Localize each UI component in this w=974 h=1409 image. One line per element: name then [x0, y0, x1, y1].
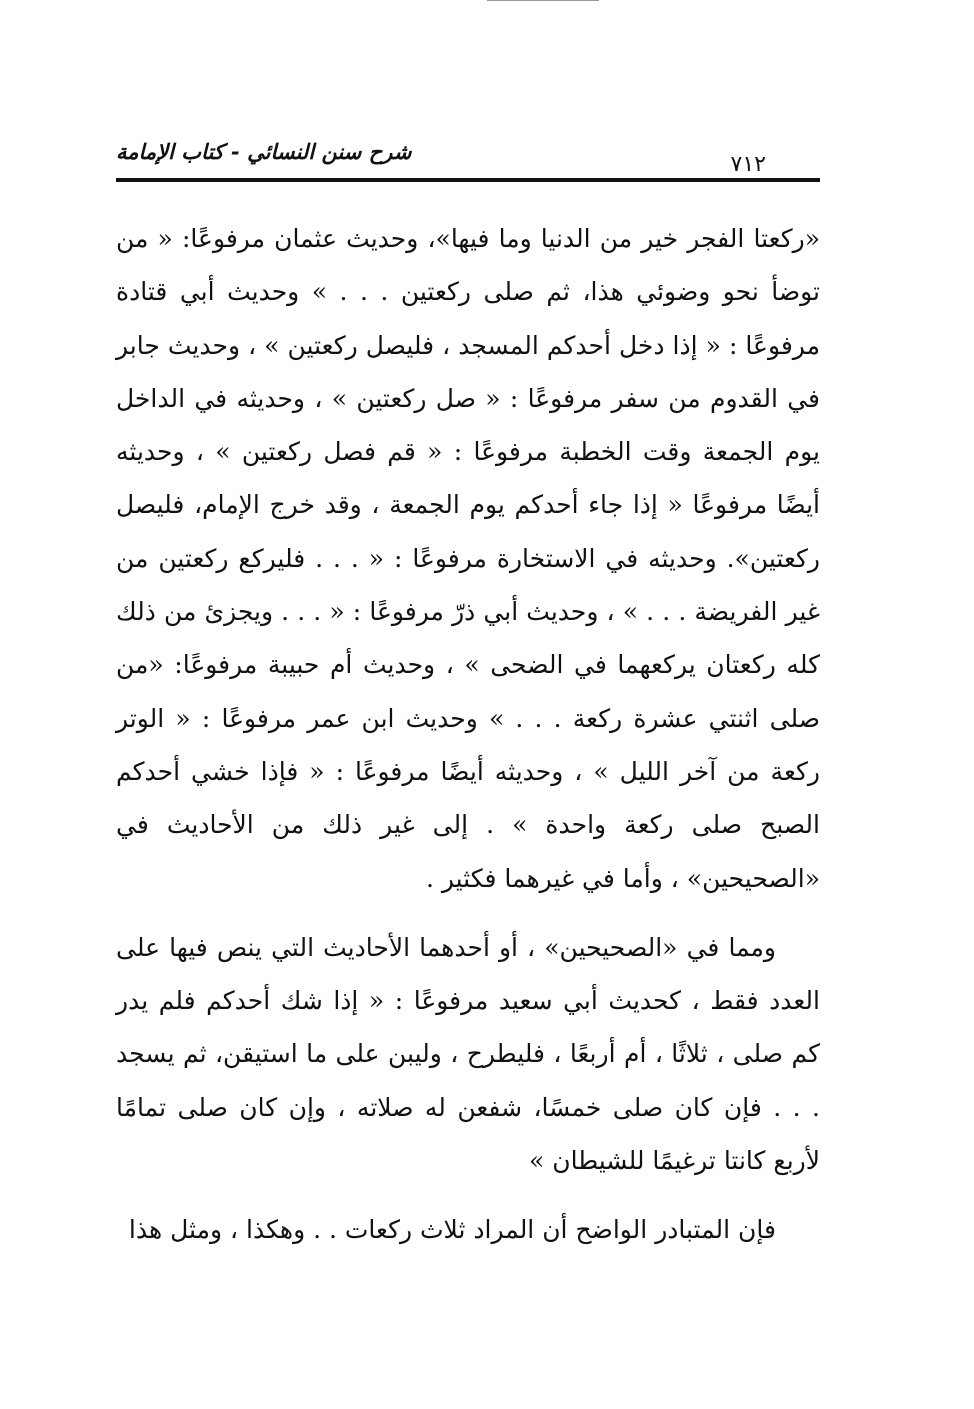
page-body [116, 212, 820, 1257]
header-rule [116, 178, 820, 182]
running-title: شرح سنن النسائي - كتاب الإمامة [116, 140, 412, 164]
paragraph-hadith-list: «ركعتا الفجر خير من الدنيا وما فيها»، وحديث عثمان مرفوعًا: « من توضأ نحو وضوئي هذا، ثم صلى ركعتين . . . » وحديث أبي قتادة مرفوعًا : « إذا دخل أحدكم المسجد ، فليصل ركعتين » ، وحديث جابر في القدوم من سفر مرفوعًا : « صل ركعتين » ، وحديثه في الداخل يوم الجمعة وقت الخطبة مرفوعًا : « قم فصل ركعتين » ، وحديثه أيضًا مرفوعًا « إذا جاء أحدكم يوم الجمعة ، وقد خرج الإمام، فليصل ركعتين». وحديثه في الاستخارة مرفوعًا : « . . . فليركع ركعتين من غير الفريضة . . . » ، وحديث أبي ذرّ مرفوعًا : « . . . ويجزئ من ذلك كله ركعتان يركعهما في الضحى » ، وحديث أم حبيبة مرفوعًا: «من صلى اثنتي عشرة ركعة . . . » وحديث ابن عمر مرفوعًا : « الوتر ركعة من آخر الليل » ، وحديثه أيضًا مرفوعًا : « فإذا خشي أحدكم الصبح صلى ركعة واحدة » . إلى غير ذلك من الأحاديث في «الصحيحين» ، وأما في غيرهما فكثير . [116, 224, 820, 893]
page-header [116, 138, 820, 192]
top-scan-line [487, 0, 599, 1]
paragraph-conclusion: فإن المتبادر الواضح أن المراد ثلاث ركعات . . وهكذا ، ومثل هذا [128, 1215, 776, 1245]
paragraph-abu-said-hadith: ومما في «الصحيحين» ، أو أحدهما الأحاديث التي ينص فيها على العدد فقط ، كحديث أبي سعيد مرفوعًا : « إذا شك أحدكم فلم يدر كم صلى ، ثلاثًا ، أم أربعًا ، فليطرح ، وليبن على ما استيقن، ثم يسجد . . . فإن كان صلى خمسًا، شفعن له صلاته ، وإن كان صلى تمامًا لأربع كانتا ترغيمًا للشيطان » [116, 932, 820, 1176]
page-number: ٧١٢ [730, 152, 766, 177]
